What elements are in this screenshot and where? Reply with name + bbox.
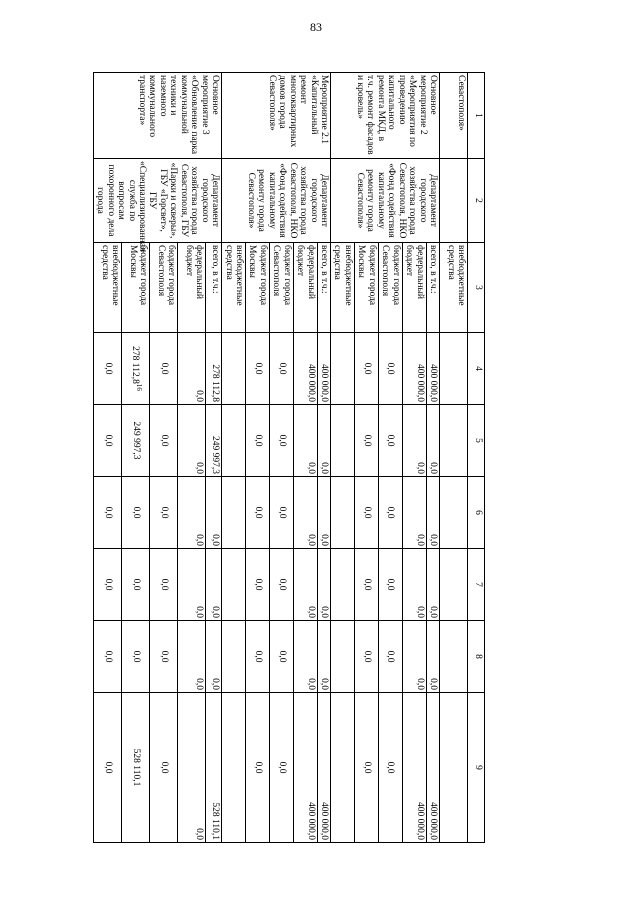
value-text: 0,0 <box>194 390 205 402</box>
value-cell <box>178 405 206 477</box>
value-cell <box>331 405 355 477</box>
header-cell: 3 <box>468 243 485 333</box>
value-text: 0,0 <box>102 650 113 663</box>
table-row <box>426 73 439 843</box>
funding-source-cell: бюджет города Севастополя <box>150 243 178 333</box>
value-cell <box>426 405 439 477</box>
value-cell <box>206 333 222 405</box>
value-text: 0,0 <box>319 534 330 546</box>
value-cell <box>354 405 378 477</box>
value-cell <box>206 621 222 693</box>
funding-source-cell: федеральный бюджет <box>178 243 206 333</box>
value-cell <box>122 549 150 621</box>
value-text: 400 000,0 <box>305 802 316 840</box>
funding-source-cell: внебюджетные средства <box>440 243 468 333</box>
value-text: 0,0 <box>428 606 438 618</box>
value-text: 0,0 <box>319 606 330 618</box>
value-text: 400 000,0 <box>414 364 425 402</box>
value-cell <box>178 693 206 843</box>
funding-source-cell: всего, в т.ч.: <box>317 243 330 333</box>
header-cell: 1 <box>468 73 485 159</box>
value-cell <box>317 549 330 621</box>
value-text: 0,0 <box>252 434 263 447</box>
value-text: 0,0 <box>385 650 396 663</box>
executor-cell <box>440 159 468 243</box>
value-text: 0,0 <box>252 761 263 774</box>
table-row <box>440 73 468 843</box>
value-text: 0,0 <box>102 362 113 375</box>
value-cell <box>150 693 178 843</box>
executor-cell: Департамент городского хозяйства города Севастополя, НКО «Фонд содействия капитальному ремонту города Севастополя» <box>222 159 331 243</box>
value-cell <box>331 477 355 549</box>
funding-source-cell: всего, в т.ч.: <box>206 243 222 333</box>
value-cell <box>317 693 330 843</box>
value-text: 0,0 <box>385 578 396 591</box>
value-cell <box>317 405 330 477</box>
rotated-table-container <box>95 72 485 842</box>
value-cell <box>293 549 317 621</box>
value-cell <box>354 549 378 621</box>
header-cell: 2 <box>468 159 485 243</box>
value-cell <box>426 621 439 693</box>
value-cell <box>269 549 293 621</box>
header-cell: 5 <box>468 405 485 477</box>
value-cell <box>246 693 270 843</box>
value-cell <box>269 405 293 477</box>
value-text: 400 000,0 <box>319 364 330 402</box>
value-cell <box>354 693 378 843</box>
activity-name-cell: Основное мероприятие 2 «Мероприятия по проведению капитального ремонта МКД, в т.ч. ремонт фасадов и кровель» <box>331 73 440 159</box>
value-cell <box>206 477 222 549</box>
value-text: 400 000,0 <box>319 802 330 840</box>
executor-cell: Департамент городского хозяйства города Севастополя, НКО «Фонд содействия капитальному ремонту города Севастополя» <box>331 159 440 243</box>
value-text: 0,0 <box>194 606 205 618</box>
value-cell <box>122 477 150 549</box>
value-text: 400 000,0 <box>428 364 438 402</box>
value-cell <box>378 333 402 405</box>
value-text: 249 997,3 <box>130 421 141 460</box>
funding-source-cell: федеральный бюджет <box>402 243 426 333</box>
value-text: 0,0 <box>414 534 425 546</box>
value-cell <box>122 693 150 843</box>
header-cell: 8 <box>468 621 485 693</box>
footnote-mark: 16 <box>134 383 143 391</box>
value-cell <box>122 621 150 693</box>
value-cell <box>331 549 355 621</box>
value-text: 0,0 <box>252 506 263 519</box>
value-cell <box>222 405 246 477</box>
value-text: 0,0 <box>361 362 372 375</box>
value-text: 528 110,1 <box>130 748 141 787</box>
value-cell <box>402 405 426 477</box>
value-text: 278 112,8 <box>210 364 221 402</box>
header-cell: 7 <box>468 549 485 621</box>
value-cell <box>93 333 121 405</box>
value-text: 0,0 <box>158 761 169 774</box>
value-text: 249 997,3 <box>210 436 221 474</box>
value-cell <box>354 621 378 693</box>
value-cell <box>378 693 402 843</box>
value-text: 0,0 <box>276 761 287 774</box>
value-text: 528 110,1 <box>210 802 221 840</box>
value-cell <box>150 621 178 693</box>
value-text: 0,0 <box>319 462 330 474</box>
value-cell <box>331 693 355 843</box>
value-text: 0,0 <box>276 650 287 663</box>
budget-table <box>93 72 485 843</box>
value-text: 0,0 <box>130 650 141 663</box>
value-text: 0,0 <box>361 650 372 663</box>
value-cell <box>246 405 270 477</box>
activity-name-cell: Мероприятие 2.1 «Капитальный ремонт многоквартирных домов города Севастополя» <box>222 73 331 159</box>
value-cell <box>222 477 246 549</box>
value-cell <box>269 477 293 549</box>
value-text: 0,0 <box>361 506 372 519</box>
value-cell <box>206 405 222 477</box>
value-cell <box>331 333 355 405</box>
value-cell <box>178 477 206 549</box>
value-text: 0,0 <box>158 650 169 663</box>
value-text: 0,0 <box>158 362 169 375</box>
value-cell <box>246 333 270 405</box>
value-cell <box>293 477 317 549</box>
value-text: 0,0 <box>276 578 287 591</box>
value-cell <box>378 477 402 549</box>
value-text: 0,0 <box>252 578 263 591</box>
value-cell <box>269 333 293 405</box>
value-text: 0,0 <box>414 606 425 618</box>
value-cell <box>222 621 246 693</box>
value-cell <box>269 693 293 843</box>
value-cell <box>246 477 270 549</box>
value-cell <box>331 621 355 693</box>
value-text: 0,0 <box>385 506 396 519</box>
value-text: 0,0 <box>158 434 169 447</box>
value-text: 0,0 <box>428 534 438 546</box>
table-row <box>317 73 330 843</box>
value-cell <box>93 693 121 843</box>
funding-source-cell: внебюджетные средства <box>222 243 246 333</box>
value-cell <box>402 333 426 405</box>
funding-source-cell: бюджет города Москвы <box>122 243 150 333</box>
funding-source-cell: бюджет города Севастополя <box>269 243 293 333</box>
value-text: 0,0 <box>276 362 287 375</box>
header-row <box>468 73 485 843</box>
value-text: 0,0 <box>414 678 425 690</box>
value-cell <box>178 333 206 405</box>
value-cell <box>269 621 293 693</box>
value-cell <box>178 549 206 621</box>
value-text: 0,0 <box>385 434 396 447</box>
value-text: 0,0 <box>252 362 263 375</box>
value-cell <box>378 621 402 693</box>
value-cell <box>354 477 378 549</box>
value-text: 0,0 <box>102 506 113 519</box>
table-row <box>206 73 222 843</box>
value-text: 0,0 <box>361 761 372 774</box>
value-cell <box>93 477 121 549</box>
header-cell: 9 <box>468 693 485 843</box>
value-text: 0,0 <box>305 534 316 546</box>
value-cell <box>93 621 121 693</box>
value-text: 0,0 <box>319 678 330 690</box>
funding-source-cell: бюджет города Москвы <box>354 243 378 333</box>
value-text: 0,0 <box>428 462 438 474</box>
value-text: 0,0 <box>210 678 221 690</box>
value-cell <box>150 549 178 621</box>
value-text: 0,0 <box>428 678 438 690</box>
value-text: 400 000,0 <box>414 802 425 840</box>
value-text: 0,0 <box>305 462 316 474</box>
value-cell <box>222 549 246 621</box>
executor-cell: Департамент городского хозяйства города Севастополя, ГБУ «Парки и скверы», ГБУ «Горсвет», ГБУ «Специализированная служба по вопросам похоронного дела города <box>93 159 221 243</box>
value-cell <box>378 405 402 477</box>
value-cell <box>378 549 402 621</box>
value-cell <box>426 477 439 549</box>
value-text: 0,0 <box>194 462 205 474</box>
value-text: 0,0 <box>194 678 205 690</box>
value-cell <box>317 333 330 405</box>
value-text: 0,0 <box>385 362 396 375</box>
value-cell <box>426 693 439 843</box>
value-text: 0,0 <box>102 434 113 447</box>
value-cell <box>293 621 317 693</box>
funding-source-cell: бюджет города Севастополя <box>378 243 402 333</box>
header-cell: 4 <box>468 333 485 405</box>
value-text: 0,0 <box>194 534 205 546</box>
value-text: 0,0 <box>305 678 316 690</box>
value-cell <box>246 549 270 621</box>
value-cell <box>122 333 150 405</box>
value-cell <box>150 477 178 549</box>
value-cell <box>206 693 222 843</box>
value-text: 0,0 <box>158 506 169 519</box>
value-text: 0,0 <box>158 578 169 591</box>
value-text: 0,0 <box>305 606 316 618</box>
value-text: 400 000,0 <box>428 802 438 840</box>
funding-source-cell: всего, в т.ч.: <box>426 243 439 333</box>
value-text: 0,0 <box>210 534 221 546</box>
value-text: 0,0 <box>252 650 263 663</box>
value-text: 0,0 <box>102 761 113 774</box>
activity-name-cell: Основное мероприятие 3 «Обновление парка коммунальной техники и наземного коммунального транспорта» <box>93 73 221 159</box>
value-text: 0,0 <box>194 828 205 840</box>
value-text: 0,0 <box>210 606 221 618</box>
value-text: 0,0 <box>276 434 287 447</box>
value-text: 0,0 <box>102 578 113 591</box>
value-cell <box>354 333 378 405</box>
value-cell <box>222 333 246 405</box>
value-cell <box>402 621 426 693</box>
funding-source-cell: бюджет города Москвы <box>246 243 270 333</box>
value-cell <box>150 405 178 477</box>
value-cell <box>293 693 317 843</box>
value-text: 278 112,8 <box>129 346 140 384</box>
funding-source-cell: федеральный бюджет <box>293 243 317 333</box>
value-cell <box>426 549 439 621</box>
value-text: 0,0 <box>276 506 287 519</box>
value-cell <box>293 405 317 477</box>
value-cell <box>317 477 330 549</box>
value-cell <box>150 333 178 405</box>
page-number: 83 <box>310 20 322 34</box>
value-text: 0,0 <box>361 578 372 591</box>
value-cell <box>178 621 206 693</box>
value-text: 400 000,0 <box>305 364 316 402</box>
value-cell <box>246 621 270 693</box>
value-cell <box>402 477 426 549</box>
value-cell <box>402 549 426 621</box>
value-cell <box>317 621 330 693</box>
value-cell <box>402 693 426 843</box>
funding-source-cell: внебюджетные средства <box>93 243 121 333</box>
value-cell <box>222 693 246 843</box>
value-cell <box>93 549 121 621</box>
value-cell <box>293 333 317 405</box>
value-text: 0,0 <box>361 434 372 447</box>
value-cell <box>426 333 439 405</box>
value-text: 0,0 <box>414 462 425 474</box>
value-cell <box>206 549 222 621</box>
value-cell <box>122 405 150 477</box>
value-cell <box>93 405 121 477</box>
header-cell: 6 <box>468 477 485 549</box>
activity-name-cell: Севастополя» <box>440 73 468 159</box>
funding-source-cell: внебюджетные средства <box>331 243 355 333</box>
value-text: 0,0 <box>130 578 141 591</box>
value-text: 0,0 <box>130 506 141 519</box>
value-text: 0,0 <box>385 761 396 774</box>
